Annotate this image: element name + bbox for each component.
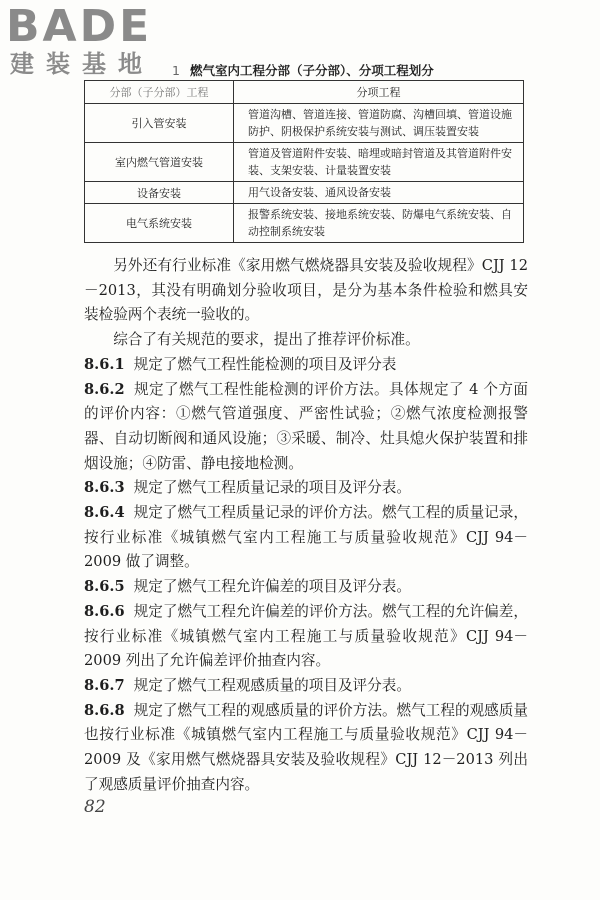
table-cell-part: 电气系统安装 — [85, 204, 234, 243]
section-text: 规定了燃气工程性能检测的评价方法。具体规定了 4 个方面的评价内容：①燃气管道强度、严密性试验；②燃气浓度检测报警器、自动切断阀和通风设施；③采暖、制冷、灶具熄火保护装置和排烟设施；④防雷、静电接地检测。 — [84, 380, 528, 472]
table-cell-items: 用气设备安装、通风设备安装 — [234, 182, 524, 204]
paragraph: 另外还有行业标准《家用燃气燃烧器具安装及验收规程》CJJ 12－2013，其没有明确划分验收项目，是分为基本条件检验和燃具安装检验两个表统一验收的。 — [84, 257, 528, 324]
table-caption — [172, 61, 434, 79]
section-8-6-4 — [84, 501, 528, 575]
section-number: 8.6.1 — [84, 355, 125, 373]
table-caption-number: 1 — [172, 63, 180, 78]
subdivision-table — [84, 80, 524, 243]
section-text: 规定了燃气工程质量记录的项目及评分表。 — [133, 479, 411, 497]
table-cell-items: 管道及管道附件安装、暗埋或暗封管道及其管道附件安装、支架安装、计量装置安装 — [234, 143, 524, 182]
table-caption-title: 燃气室内工程分部（子分部）、分项工程划分 — [189, 63, 434, 78]
section-text: 规定了燃气工程允许偏差的项目及评分表。 — [133, 578, 411, 596]
page-number: 82 — [84, 797, 106, 817]
table-header-row — [85, 81, 524, 104]
section-8-6-8 — [84, 699, 528, 798]
section-8-6-6 — [84, 600, 528, 674]
section-number: 8.6.8 — [84, 701, 125, 719]
body-text — [84, 254, 528, 797]
section-text: 规定了燃气工程质量记录的评价方法。燃气工程的质量记录，按行业标准《城镇燃气室内工程施工与质量验收规范》CJJ 94－2009 做了调整。 — [84, 504, 528, 571]
section-text: 规定了燃气工程允许偏差的评价方法。燃气工程的允许偏差，按行业标准《城镇燃气室内工程施工与质量验收规范》CJJ 94－2009 列出了允许偏差评价抽查内容。 — [84, 602, 528, 670]
section-8-6-2 — [84, 378, 528, 477]
table-row — [85, 143, 524, 182]
section-text: 规定了燃气工程性能检测的项目及评分表 — [133, 355, 397, 373]
table-row — [85, 104, 524, 143]
section-8-6-1 — [84, 353, 528, 378]
header-items: 分项工程 — [234, 81, 524, 104]
section-number: 8.6.5 — [84, 578, 125, 596]
logo-subtext: 建装基地 — [10, 50, 154, 78]
header-subdivision: 分部（子分部）工程 — [85, 81, 234, 104]
section-text: 规定了燃气工程的观感质量的评价方法。燃气工程的观感质量也按行业标准《城镇燃气室内工程施工与质量验收规范》CJJ 94－2009 及《家用燃气燃烧器具安装及验收规程》CJJ 12－2013 列出了观感质量评价抽查内容。 — [84, 701, 528, 793]
section-number: 8.6.3 — [84, 479, 125, 497]
paragraph: 综合了有关规范的要求，提出了推荐评价标准。 — [113, 331, 420, 349]
table-cell-part: 室内燃气管道安装 — [85, 143, 234, 182]
section-8-6-3 — [84, 476, 528, 501]
table-row — [85, 182, 524, 204]
table-cell-part: 设备安装 — [85, 182, 234, 204]
section-number: 8.6.7 — [84, 676, 125, 694]
section-number: 8.6.4 — [84, 504, 125, 522]
section-8-6-5 — [84, 575, 528, 600]
section-text: 规定了燃气工程观感质量的项目及评分表。 — [133, 676, 411, 694]
table-cell-items: 管道沟槽、管道连接、管道防腐、沟槽回填、管道设施防护、阴极保护系统安装与测试、调压装置安装 — [234, 104, 524, 143]
table-cell-items: 报警系统安装、接地系统安装、防爆电气系统安装、自动控制系统安装 — [234, 204, 524, 243]
table-row — [85, 204, 524, 243]
section-number: 8.6.2 — [84, 380, 125, 398]
watermark-logo — [6, 1, 196, 78]
section-number: 8.6.6 — [84, 602, 125, 620]
table-cell-part: 引入管安装 — [85, 104, 234, 143]
section-8-6-7 — [84, 674, 528, 699]
logo-text: BADE — [6, 1, 153, 52]
